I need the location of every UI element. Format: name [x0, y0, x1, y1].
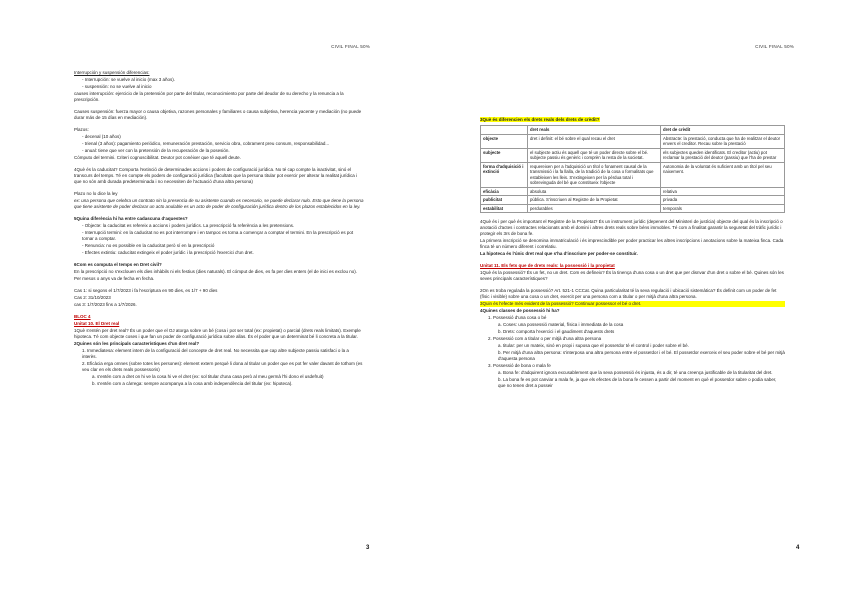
text-line: 2Quines són les principals característiques d'un dret real?	[74, 341, 200, 346]
text-line: a. s'entén com a dret on hi ve la cosa hi ve el dret (ex: sol titular d'una casa però al meu germà l'hi dono el usdefruit)	[92, 374, 324, 379]
spacer	[74, 211, 364, 215]
text-line: Per mesos o anys va de fecha en fecha.	[74, 276, 155, 281]
text-line: Unitat 10. El Dret real	[74, 321, 120, 326]
table-cell: els subjectes queden identificats. El creditor (actiu) pot reclamar la prestació del deutor (passiu) que l'ha de prestar	[661, 148, 785, 162]
text-line: Cas 1: si segons el 1/7/2023 i fa l'escriptura en 90 dies, es 1/7 + 90 dies	[74, 288, 218, 293]
text-line: 2. Possessió com a titular o per mitjà d'una altra persona	[488, 336, 602, 341]
page-number: 3	[366, 545, 370, 551]
text-line: b. Per mitjà d'una altra persona: s'interposa una altra persona entre el posseïdor i el bé. El posseïdor exerceix el seu poder sobre el bé per mitjà d'aquesta persona	[498, 350, 785, 361]
table-cell: dret i definit: el bé sobre el qual recau el dret	[528, 134, 661, 148]
text-line: - Renuncia: no es possible en la caducitat però sí en la prescripció	[82, 243, 215, 248]
table-header-cell: dret reals	[528, 126, 661, 135]
text-line: - Efectes extintiu: caducitat extingeix el poder jurídic i la prescripció l'exercici d'un dret.	[82, 250, 254, 255]
text-line: Cas 2: 31/10/2023	[74, 295, 111, 300]
text-line: a. Coses: una possessió material, física i immediata de la cosa	[498, 322, 624, 327]
table-row	[481, 148, 785, 162]
text-line: - Objecte: la caducitat es refereix a accions i poders jurídics. La prescripció fa referència a les pretensions.	[82, 223, 295, 228]
text-line: causes interrupción: ejercicio de la pretensión por parte del titular, reconocimiento por parte del deudor de su derecho y la renuncia a la prescripción.	[74, 91, 344, 102]
text-line: Plazos:	[74, 127, 89, 132]
text-line: b. Drets: comporta l'exercici i el gaudiment d'aquests drets	[498, 329, 615, 334]
text-line: BLOC 4	[74, 314, 91, 319]
spacer	[74, 122, 364, 126]
text-line: Unitat 11. Els fets que de drets reals: la possessió i la propietat	[480, 263, 615, 268]
text-line: - Interrupción: se vuelve al inicio (max 3 años).	[82, 77, 176, 82]
text-line: 2. Eficàcia erga omnes (sobre totes les persones): element extern perquè li dona al titular un poder que es pot fer valer davant de tothom (es veu clar en els drets reals possessoris)	[82, 361, 363, 372]
text-line: - decenal (10 años)	[82, 134, 121, 139]
text-line: 3. Possessió de bona o mala fe	[488, 363, 551, 368]
table-cell: objecte	[481, 134, 528, 148]
spacer	[480, 283, 785, 287]
spacer	[74, 283, 364, 287]
page-number: 4	[796, 545, 800, 551]
text-line: Cómputo del termini. Criteri cognoscibilitat. Deutor pot conèixer que té aquell deute.	[74, 155, 241, 160]
text-line: La hipoteca és l'únic dret real que s'ha d'inscriure per poder-se constituir.	[480, 251, 638, 256]
table-row	[481, 187, 785, 196]
text-line: Causes suspensión: fuerza mayor o causa objetiva, razones personales y familiares o causa subjetiva, herencia yacente y mediación (no puede durar más de 15 días en mediación).	[74, 109, 362, 120]
text-line: - suspensión: no se vuelve al inicio	[82, 84, 152, 89]
page-right	[424, 0, 848, 599]
text-line: - Interrupció termini: en la caducitat no es pot interrompre i en tampoc es torna a començar a comptar el termini. En la prescripció es pot tornar a comptar.	[82, 230, 354, 241]
table-row	[481, 204, 785, 213]
table-header-row	[481, 126, 785, 135]
text-line: - trienal (3 años): pagamiento periódico, remuneración prestación, servicio obra, cobrament preu consum, responsabilidad...	[82, 141, 330, 146]
table-header-cell: dret de crèdit	[661, 126, 785, 135]
spacer	[74, 257, 364, 261]
table-row	[481, 162, 785, 187]
table-cell: subjecte	[481, 148, 528, 162]
text-line: En la prescripció no s'exclouen els dies inhàbils ni els festius (dies naturals). El cómput de dies, es fa per dies enters (el de inici es exclou no).	[74, 269, 358, 274]
text-line: 4Quines classes de possessió hi ha?	[480, 308, 560, 313]
text-line: b. La bona fe es pot canviar a mala fe, ja que els efectes de la bona fe cessen a partir del moment en què el posseïdor sabre o podia saber, que no tenen dret a posseir	[498, 377, 777, 388]
text-line: 4Què és la caducitat? Comporta l'extinció de determinades accions i poders de configuració jurídica. No té cap compte la inactivitat, sinó el transcurs del temps. Té en compte els poders de configuració jurídica (facultats que la persona titular pot exercir per alterar la realitat jurídica i que no són amb durada predeterminada i no necessiten de l'actuació d'una altra persona)	[74, 167, 358, 184]
table-cell: Abstracte: la prestació, conducta que ha de realitzar el deutor envers el creditor. Recau sobre la prestació	[661, 134, 785, 148]
spacer	[74, 186, 364, 190]
text-line: 6Com es computa el temps en Dret civil?	[74, 262, 162, 267]
text-line: 1. Immediatesa: element intern de la configuració del concepte de dret real. No necessita que cap altre subjecte passiu satisfaci o la a interès.	[82, 348, 349, 359]
comparison-table	[480, 125, 785, 213]
spacer	[480, 258, 785, 262]
table-cell: Autonomia de la voluntat és suficient amb un títol pel seu naixement.	[661, 162, 785, 187]
table-cell: relativa	[661, 187, 785, 196]
text-line: La primera inscripció se denomina immatriculació i és imprescindible per poder practicar les altres inscripcions i anotacions sobre la mateixa finca. Cada finca té un número diferent i correlatiu.	[480, 238, 784, 249]
table-cell: publicitat	[481, 196, 528, 205]
spacer	[74, 309, 364, 313]
spacer	[74, 162, 364, 166]
text-line: a. titular: per un mateix, sinó en propi i suposa que el posseïdor té el control i poder sobre el bé.	[498, 343, 689, 348]
text-line: a. Bona fe: d'adquirent ignora excusablement que la seva possessió és injusta, és a dir, té una creença justificable de la titularitat del dret.	[498, 370, 773, 375]
table-cell: pública. S'inscriuen al Registre de la Propietat	[528, 196, 661, 205]
table-cell: forma d'adquisició i extinció	[481, 162, 528, 187]
table-header-cell	[481, 126, 528, 135]
page-body	[74, 70, 364, 388]
text-line: 1Què és la possessió? És un fet, no un dret. Com es defineix? És la tinença d'una cosa o un dret que per disnvar d'un dret o sobre el bé. Quines són les seves principals característiques?	[480, 270, 784, 281]
page-header: CIVIL FINAL 50%	[331, 44, 370, 49]
text-line: 5Quina diferència hi ha entre cadascuna d'aquestes?	[74, 216, 188, 221]
text-line: - anual: tiene que ver con la pretensión de la recuperación de la posesión.	[82, 148, 230, 153]
table-row	[481, 196, 785, 205]
text-line: Interrupción y suspensión diferencias:	[74, 70, 150, 75]
page-header: CIVIL FINAL 50%	[755, 44, 794, 49]
table-cell: perdurables	[528, 204, 661, 213]
table-cell: eficàcia	[481, 187, 528, 196]
table-cell: temporals	[661, 204, 785, 213]
table-row	[481, 134, 785, 148]
table-cell: estabilitat	[481, 204, 528, 213]
table-cell: absoluta	[528, 187, 661, 196]
text-line: cas 3: 1/7/2023 fins a 1/7/2026.	[74, 302, 137, 307]
text-line: 1Què s'entén per dret real? És un poder que el OJ atorga sobre un bé (cosa i pot ser total (ex: propietat) o parcial (drets reals limitats). Exemple hipoteca. Té com objecte coses i que fan un poder de configuració jurídica sobre allas. És el poder que un determinat bé li concreta a la titular.	[74, 328, 361, 339]
text-line: b. s'entén com a càrrega: sempre acompanya a la cosa amb independència del titular (ex: hipoteca).	[92, 381, 293, 386]
spacer	[74, 104, 364, 108]
page-body	[480, 117, 785, 390]
table-cell: privada	[661, 196, 785, 205]
table-cell: el subjecte actiu és aquell que té un poder directe sobre el bé. subjecte passiu és genèric i comprèn la resta de la societat.	[528, 148, 661, 162]
text-line: 4Què és i per què és important el Registre de la Propietat? És un instrument jurídic (depenent del Ministeri de justícia) objecte del qual és la inscripció o anotació d'actes i contractes relacionats amb el domini i altres drets reals sobre béns immobles. Té com a finalitat garantir la seguretat del tràfic jurídic i protegir els 3rs de bona fe.	[480, 219, 783, 236]
page-text	[480, 219, 785, 389]
table-title: 3Què és diferencien els drets reals dels drets de crèdit?	[480, 117, 600, 122]
text-line: ex: una persona que celebra un contrato sin la presencia de su asistente cuando es necesario, se puede declarar nulo. Esto que tiene la persona que tiene asistente de poder declarar un acto anulable es un acto de poder de configuración jurídica dentro de los plazos establecidos en la ley.	[74, 198, 364, 209]
text-line: Plazo no lo dice la ley	[74, 191, 118, 196]
text-line: 3Quin és l'efecte més evident de la possessió? Continuar possessor el bé o dret.	[480, 301, 785, 307]
text-line: 2On es troba regulada la possessió? Art. 521-1 CCCat. Quina particularitat té la seva regulació i ubicació sistemàtica? És definit com un poder de fet (físic i visible) sobre una cosa o un dret, exercit per una persona com a titular o per mitjà d'una altra persona.	[480, 288, 777, 299]
table-cell: requereixen per a l'adquisició un títol o fonament causal de la transmissió i la fa llalla, de la tradició de la cosa o formalitats que estableixen les lleis. S'extingeixen per la pèrdua total i sobrevinguda del bé que constitueix l'objecte	[528, 162, 661, 187]
text-line: 1. Possessió d'una cosa o bé	[488, 315, 547, 320]
